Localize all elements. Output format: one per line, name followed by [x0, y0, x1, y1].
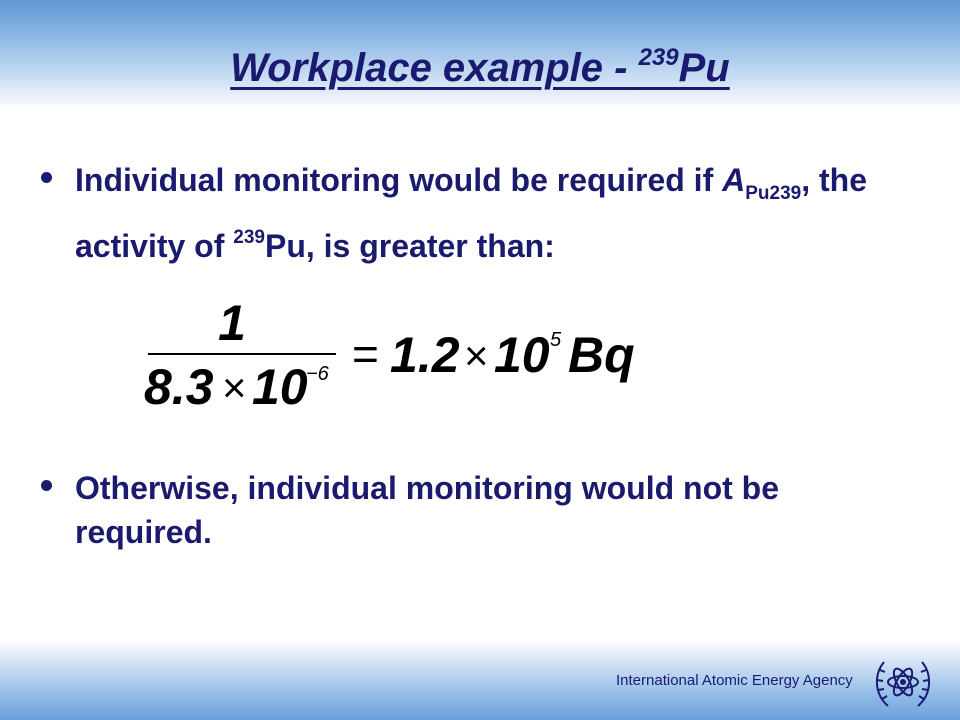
bullet-item-1 [75, 158, 915, 268]
bullet-dot-icon [41, 480, 52, 491]
title-isotope-mass: 239 [638, 44, 679, 71]
denominator-exponent: −6 [306, 363, 329, 385]
iaea-atom-laurel-icon [872, 654, 934, 714]
result-unit: Bq [568, 327, 635, 383]
bullet-2-text: Otherwise, individual monitoring would not be required. [75, 470, 779, 550]
title-element: Pu [678, 46, 730, 90]
footer-organization: International Atomic Energy Agency [616, 672, 853, 689]
denominator-mantissa: 8.3 [144, 359, 214, 415]
bullet-dot-icon [41, 172, 52, 183]
title-prefix: Workplace example - [230, 46, 639, 90]
bullet-1-text-a: Individual monitoring would be required if [75, 162, 723, 198]
result-mantissa: 1.2 [390, 327, 460, 383]
bullet-item-2 [75, 466, 915, 554]
activity-formula [140, 290, 680, 420]
result-base: 10 [494, 327, 550, 383]
denominator-times-sign: × [222, 364, 247, 411]
result-exponent: 5 [550, 329, 562, 351]
bullet-1-isotope-mass: 239 [233, 227, 265, 248]
activity-symbol: A [722, 162, 746, 198]
formula-numerator: 1 [218, 295, 246, 351]
bullet-1-text-b: , the activity of [75, 162, 867, 264]
denominator-base: 10 [252, 359, 308, 415]
activity-subscript: Pu239 [745, 183, 802, 204]
bullet-1-text-c: Pu, is greater than: [264, 228, 555, 264]
equals-sign: = [352, 328, 379, 380]
result-times-sign: × [464, 332, 489, 379]
slide-title [0, 44, 960, 91]
